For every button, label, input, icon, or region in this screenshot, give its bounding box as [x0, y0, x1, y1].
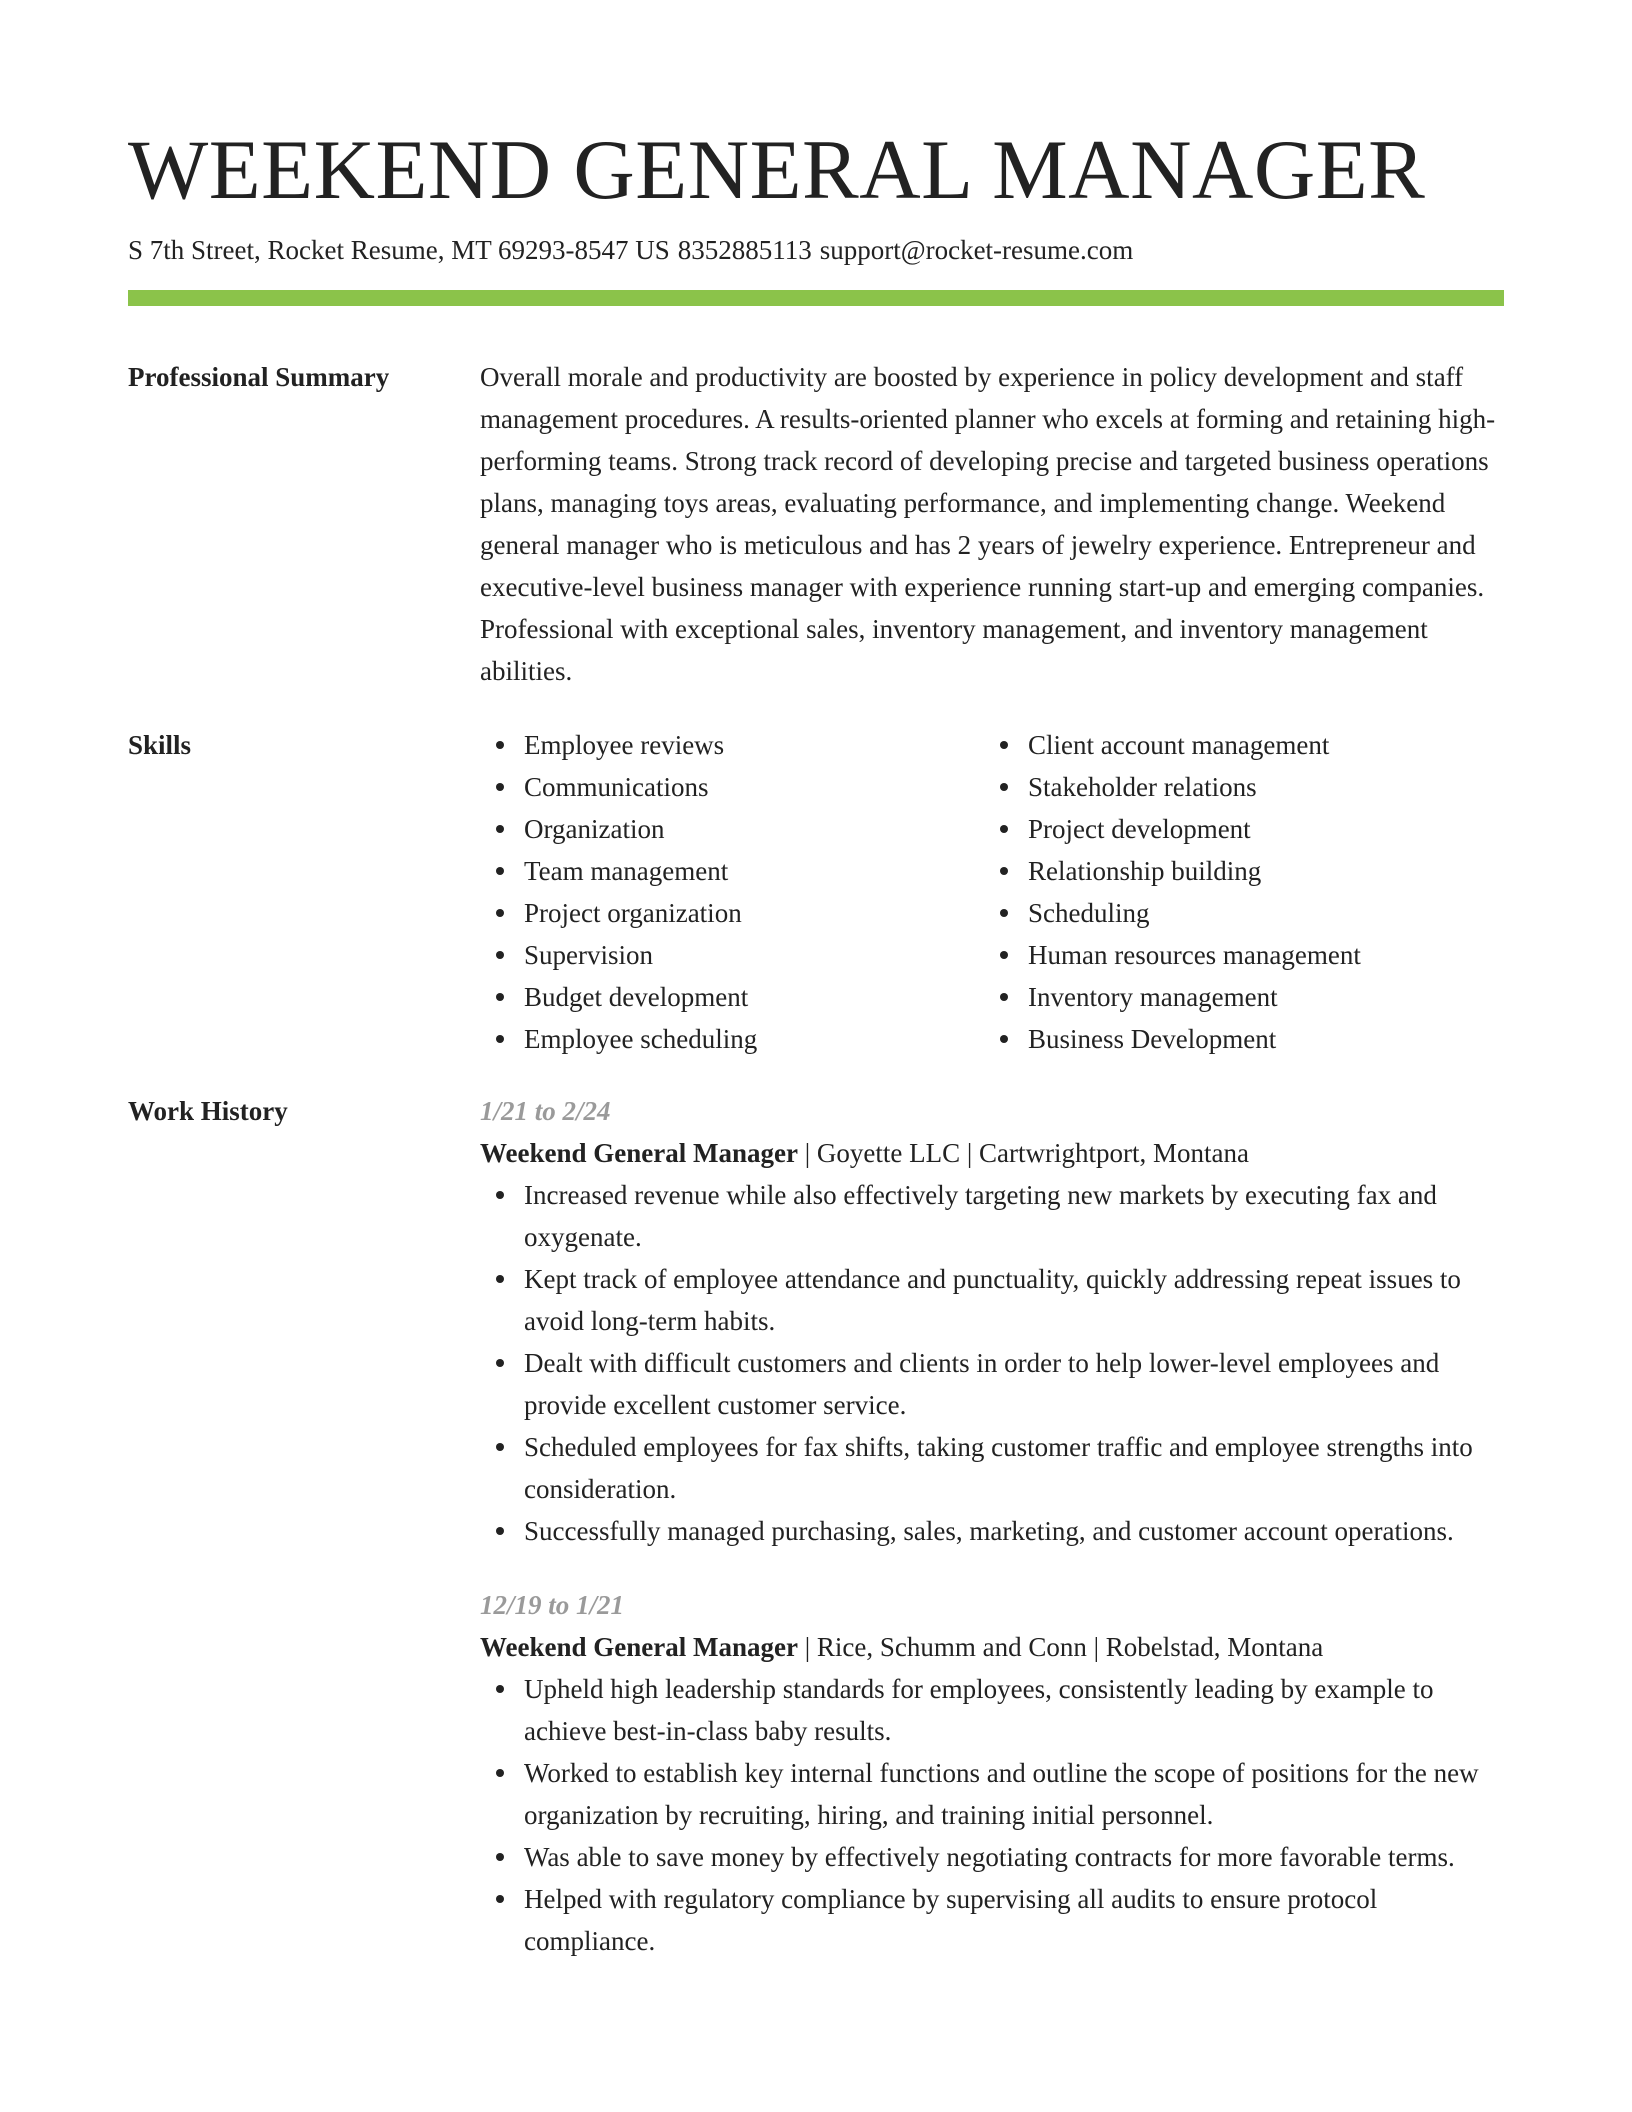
skill-item: Project development: [984, 808, 1488, 850]
job-duty: Dealt with difficult customers and clients in order to help lower-level employees and provide excellent customer service.: [480, 1342, 1504, 1426]
work-history-heading: Work History: [128, 1096, 288, 1126]
job-duties: [480, 1174, 1504, 1552]
job-duty: Helped with regulatory compliance by supervising all audits to ensure protocol compliance.: [480, 1878, 1504, 1962]
job-duty: Kept track of employee attendance and punctuality, quickly addressing repeat issues to avoid long-term habits.: [480, 1258, 1504, 1342]
job-heading: [480, 1626, 1504, 1668]
job-duties: [480, 1668, 1504, 1962]
skill-item: Team management: [480, 850, 984, 892]
summary-text: Overall morale and productivity are boosted by experience in policy development and staff management procedures. A results-oriented planner who excels at forming and retaining high-performing teams. Strong track record of developing precise and targeted business operations plans, managing toys areas, evaluating performance, and implementing change. Weekend general manager who is meticulous and has 2 years of jewelry experience. Entrepreneur and executive-level business manager with experience running start-up and emerging companies. Professional with exceptional sales, inventory management, and inventory management abilities.: [480, 362, 1496, 686]
skill-item: Client account management: [984, 724, 1488, 766]
skill-item: Communications: [480, 766, 984, 808]
skills-section: [128, 724, 1504, 1060]
candidate-name: WEEKEND GENERAL MANAGER: [128, 123, 1426, 217]
job-duty: Was able to save money by effectively negotiating contracts for more favorable terms.: [480, 1836, 1504, 1878]
job-separator: |: [1093, 1632, 1099, 1662]
contact-line: [128, 232, 1504, 268]
skill-item: Business Development: [984, 1018, 1488, 1060]
skill-item: Employee reviews: [480, 724, 984, 766]
header-divider: [128, 290, 1504, 306]
skill-item: Stakeholder relations: [984, 766, 1488, 808]
skills-list-left: [480, 724, 984, 1060]
job-duty: Upheld high leadership standards for employees, consistently leading by example to achieve best-in-class baby results.: [480, 1668, 1504, 1752]
work-history-body: [480, 1090, 1504, 1962]
job-entry: [480, 1090, 1504, 1552]
job-separator: |: [804, 1632, 811, 1662]
job-company: Rice, Schumm and Conn: [816, 1632, 1087, 1662]
summary-section: [128, 356, 1504, 692]
job-duty: Increased revenue while also effectively targeting new markets by executing fax and oxygenate.: [480, 1174, 1504, 1258]
job-title: Weekend General Manager: [480, 1138, 798, 1168]
skills-heading: Skills: [128, 730, 192, 760]
job-location: Robelstad, Montana: [1105, 1632, 1324, 1662]
skill-item: Relationship building: [984, 850, 1488, 892]
job-separator: |: [804, 1138, 811, 1168]
skill-item: Scheduling: [984, 892, 1488, 934]
contact-phone: 8352885113: [677, 235, 812, 265]
skills-list-right: [984, 724, 1488, 1060]
skills-columns: [480, 724, 1504, 1060]
skill-item: Budget development: [480, 976, 984, 1018]
contact-email[interactable]: support@rocket-resume.com: [819, 235, 1134, 265]
summary-heading: Professional Summary: [128, 362, 390, 392]
job-separator: |: [966, 1138, 973, 1168]
skill-item: Inventory management: [984, 976, 1488, 1018]
job-duty: Successfully managed purchasing, sales, marketing, and customer account operations.: [480, 1510, 1504, 1552]
work-history-section: [128, 1090, 1504, 1962]
job-location: Cartwrightport, Montana: [978, 1138, 1249, 1168]
skill-item: Supervision: [480, 934, 984, 976]
job-duty: Scheduled employees for fax shifts, taking customer traffic and employee strengths into consideration.: [480, 1426, 1504, 1510]
skill-item: Organization: [480, 808, 984, 850]
job-entry: [480, 1584, 1504, 1962]
job-heading: [480, 1132, 1504, 1174]
skill-item: Project organization: [480, 892, 984, 934]
job-dates: 1/21 to 2/24: [480, 1096, 611, 1126]
job-company: Goyette LLC: [816, 1138, 961, 1168]
job-title: Weekend General Manager: [480, 1632, 798, 1662]
job-duty: Worked to establish key internal functions and outline the scope of positions for the new organization by recruiting, hiring, and training initial personnel.: [480, 1752, 1504, 1836]
contact-address: S 7th Street, Rocket Resume, MT 69293-8547 US: [128, 235, 670, 265]
resume-page: [128, 120, 1504, 1962]
skill-item: Human resources management: [984, 934, 1488, 976]
skill-item: Employee scheduling: [480, 1018, 984, 1060]
job-dates: 12/19 to 1/21: [480, 1590, 625, 1620]
